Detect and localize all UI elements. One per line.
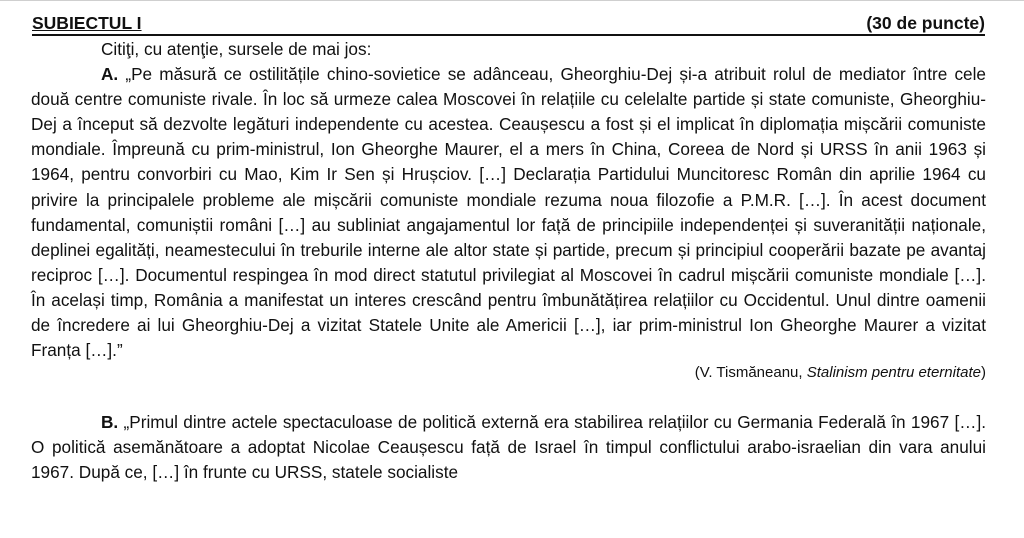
citation-author: (V. Tismăneanu, xyxy=(694,364,807,382)
section-title: SUBIECTUL I xyxy=(32,13,142,33)
source-a-paragraph xyxy=(31,62,986,363)
source-a-text: „Pe măsură ce ostilitățile chino-sovietice se adânceau, Gheorghiu-Dej și-a atribuit rolul de mediator între cele două centre comuniste rivale. În loc să urmeze calea Moscovei în relațiile cu celelalte partide și state comuniste, Gheorghiu-Dej a început să dezvolte legături independente cu acestea. Ceaușescu a fost și el implicat în diplomația mișcării comuniste mondiale. Împreună cu prim-ministrul, Ion Gheorghe Maurer, el a mers în China, Coreea de Nord și URSS în anii 1963 și 1964, pentru convorbiri cu Mao, Kim Ir Sen și Hrușciov. […] Declarația Partidului Muncitoresc Român din aprilie 1964 cu privire la principalele probleme ale mișcării comuniste mondiale rezuma noua filozofie a P.M.R. […]. În acest document fundamental, comuniștii români […] au subliniat angajamentul lor față de principiile independenței și suveranității naționale, deplinei egalități, neamestecului în treburile interne ale altor state și partide, precum și principiul cooperării bazate pe avantaj reciproc […]. Documentul respingea în mod direct statutul privilegiat al Moscovei în cadrul mișcării comuniste mondiale […]. În același timp, România a manifestat un interes crescând pentru îmbunătățirea relațiilor cu Occidentul. Unul dintre oamenii de încredere ai lui Gheorghiu-Dej a vizitat Statele Unite ale Americii […], iar prim-ministrul Ion Gheorghe Maurer a vizitat Franța […].” xyxy=(31,64,986,361)
top-border xyxy=(0,0,1024,1)
source-a-label: A. xyxy=(101,64,119,85)
section-header xyxy=(32,13,985,36)
source-b-text: „Primul dintre actele spectaculoase de politică externă era stabilirea relațiilor cu Germania Federală în 1967 […]. O politică asemănătoare a adoptat Nicolae Ceaușescu față de Israel în timpul conflictului arabo-israelian din vara anului 1967. După ce, […] în frunte cu URSS, statele socialiste xyxy=(31,412,986,483)
source-b-paragraph xyxy=(31,410,986,485)
document-body xyxy=(31,37,986,486)
spacer xyxy=(31,383,986,410)
citation-end: ) xyxy=(981,364,986,382)
section-points: (30 de puncte) xyxy=(866,13,985,33)
instructions-text: Citiţi, cu atenţie, sursele de mai jos: xyxy=(101,39,372,59)
source-b-label: B. xyxy=(101,412,119,433)
citation-title: Stalinism pentru eternitate xyxy=(806,364,981,382)
source-a-citation xyxy=(31,363,986,383)
